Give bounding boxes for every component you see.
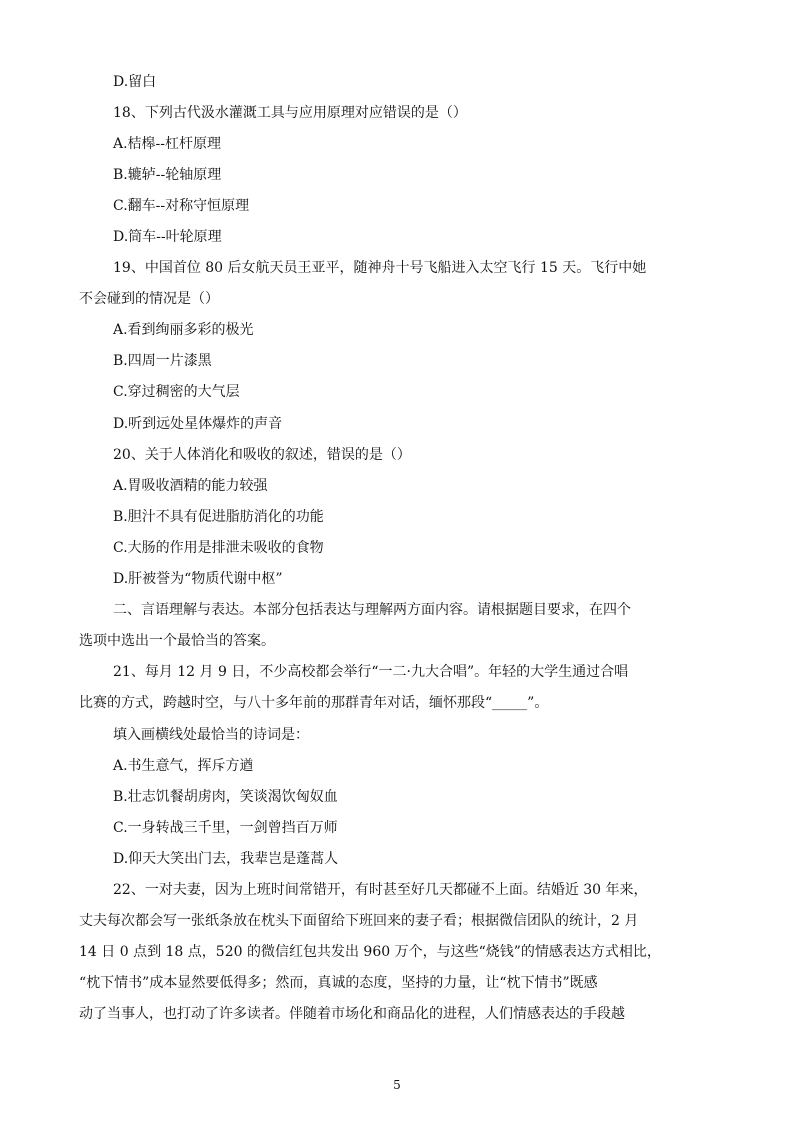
section-2-heading-line-2: 选项中选出一个最恰当的答案。 — [79, 633, 275, 649]
option-21-c: C.一身转战三千里，一剑曾挡百万师 — [113, 820, 338, 836]
option-19-c: C.穿过稠密的大气层 — [113, 384, 240, 400]
option-19-d: D.听到远处星体爆炸的声音 — [113, 416, 283, 432]
option-20-a: A.胃吸收酒精的能力较强 — [113, 478, 268, 494]
question-19-line-1: 19、中国首位 80 后女航天员王亚平，随神舟十号飞船进入太空飞行 15 天。飞行中她 — [113, 260, 647, 276]
option-21-a: A.书生意气，挥斥方遒 — [113, 758, 254, 774]
option-20-c: C.大肠的作用是排泄未吸收的食物 — [113, 540, 324, 556]
option-18-c: C.翻车--对称守恒原理 — [113, 198, 250, 214]
question-22-line-1: 22、一对夫妻，因为上班时间常错开，有时甚至好几天都碰不上面。结婚近 30 年来， — [113, 882, 648, 898]
question-22-line-4: “枕下情书”成本显然要低得多；然而，真诚的态度，坚持的力量，让“枕下情书”既感 — [79, 975, 598, 991]
page-number: 5 — [393, 1078, 401, 1092]
question-22-line-5: 动了当事人，也打动了许多读者。伴随着市场化和商品化的进程，人们情感表达的手段越 — [79, 1006, 625, 1022]
question-21-line-1: 21、每月 12 月 9 日，不少高校都会举行“一二·九大合唱”。年轻的大学生通过合唱 — [113, 664, 629, 680]
question-22-line-3: 14 日 0 点到 18 点，520 的微信红包共发出 960 万个，与这些“烧钱”的情感表达方式相比， — [79, 944, 661, 960]
option-21-d: D.仰天大笑出门去，我辈岂是蓬蒿人 — [113, 851, 339, 867]
option-18-a: A.桔槔--杠杆原理 — [113, 136, 222, 152]
option-19-a: A.看到绚丽多彩的极光 — [113, 322, 254, 338]
question-21-prompt: 填入画横线处最恰当的诗词是： — [113, 727, 309, 743]
option-17-d: D.留白 — [113, 74, 157, 90]
option-21-b: B.壮志饥餐胡虏肉，笑谈渴饮匈奴血 — [113, 789, 338, 805]
option-18-b: B.辘轳--轮轴原理 — [113, 167, 222, 183]
question-21-line-2: 比赛的方式，跨越时空，与八十多年前的那群青年对话，缅怀那段“_____”。 — [79, 695, 549, 711]
option-19-b: B.四周一片漆黑 — [113, 353, 212, 369]
option-20-d: D.肝被誉为“物质代谢中枢” — [113, 571, 283, 587]
question-19-line-2: 不会碰到的情况是（） — [79, 291, 219, 307]
question-22-line-2: 丈夫每次都会写一张纸条放在枕头下面留给下班回来的妻子看；根据微信团队的统计，2 月 — [79, 913, 639, 929]
question-18: 18、下列古代汲水灌溉工具与应用原理对应错误的是（） — [113, 105, 467, 121]
option-20-b: B.胆汁不具有促进脂肪消化的功能 — [113, 509, 324, 525]
option-18-d: D.筒车--叶轮原理 — [113, 229, 222, 245]
question-20: 20、关于人体消化和吸收的叙述，错误的是（） — [113, 447, 411, 463]
section-2-heading-line-1: 二、言语理解与表达。本部分包括表达与理解两方面内容。请根据题目要求，在四个 — [113, 602, 631, 618]
